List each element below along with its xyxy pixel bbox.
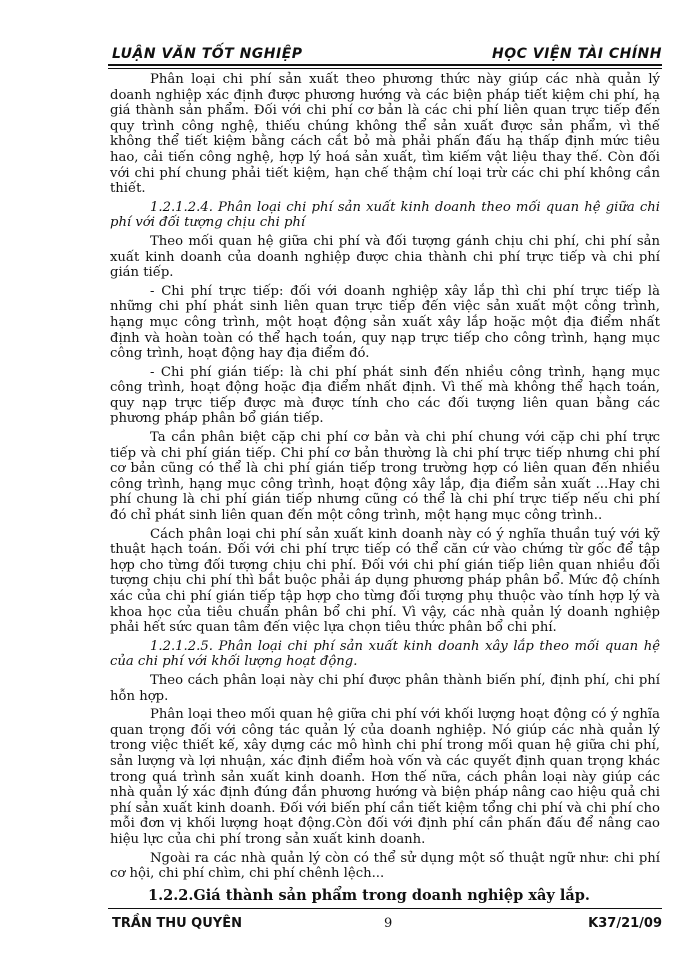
header-divider [108,64,662,66]
paragraph: Ta cần phân biệt cặp chi phí cơ bản và chi phí chung với cặp chi phí trực tiếp và chi phí gián tiếp. Chi phí cơ bản thường là chi phí trực tiếp nhưng chi phí cơ bản cũng có thể là chi phí gián tiếp trong trường hợp có liên quan đến nhiều công trình, hạng mục công trình, hoạt động xây lắp, địa điểm sản xuất ...Hay chi phí chung là chi phí gián tiếp nhưng cũng có thể là chi phí trực tiếp nếu chi phí đó chỉ phát sinh liên quan đến một công trình, một hạng mục công trình.. [110,430,660,524]
paragraph: - Chi phí trực tiếp: đối với doanh nghiệp xây lắp thì chi phí trực tiếp là những chi phí phát sinh liên quan trực tiếp đến việc sản xuất một công trình, hạng mục công trình, một hoạt động sản xuất xây lắp hoặc một địa điểm nhất định và hoàn toàn có thể hạch toán, quy nạp trực tiếp cho công trình, hạng mục công trình, hoạt động hay địa điểm đó. [110,283,660,362]
page-footer [112,914,662,932]
paragraph: - Chi phí gián tiếp: là chi phí phát sinh đến nhiều công trình, hạng mục công trình, hoạt động hoặc địa điểm nhất định. Vì thế mà không thể hạch toán, quy nạp trực tiếp được mà được tính cho các đối tượng liên quan bằng các phương pháp phân bổ gián tiếp. [110,364,660,427]
paragraph: Theo mối quan hệ giữa chi phí và đối tượng gánh chịu chi phí, chi phí sản xuất kinh doanh của doanh nghiệp được chia thành chi phí trực tiếp và chi phí gián tiếp. [110,233,660,281]
footer-divider [108,908,662,909]
header-divider-thin [108,68,662,69]
section-heading: 1.2.2.Giá thành sản phẩm trong doanh nghiệp xây lắp. [148,886,590,904]
page-header [112,42,662,62]
document-body [110,72,660,906]
paragraph: Theo cách phân loại này chi phí được phân thành biến phí, định phí, chi phí hỗn hợp. [110,672,660,704]
paragraph: Ngoài ra các nhà quản lý còn có thể sử dụng một số thuật ngữ như: chi phí cơ hội, chi phí chìm, chi phí chênh lệch... [110,850,660,882]
paragraph: Phân loại chi phí sản xuất theo phương thức này giúp các nhà quản lý doanh nghiệp xác định được phương hướng và các biện pháp tiết kiệm chi phí, hạ giá thành sản phẩm. Đối với chi phí cơ bản là các chi phí liên quan trực tiếp đến quy trình công nghệ, thiếu chúng không thể sản xuất được sản phẩm, vì thế không thể tiết kiệm bằng cách cắt bỏ mà phải phấn đấu hạ thấp định mức tiêu hao, cải tiến công nghệ, hợp lý hoá sản xuất, tìm kiếm vật liệu thay thế. Còn đối với chi phí chung phải tiết kiệm, hạn chế thậm chí loại trừ các chi phí không cần thiết. [110,72,660,197]
paragraph: Phân loại theo mối quan hệ giữa chi phí với khối lượng hoạt động có ý nghĩa quan trọng đối với công tác quản lý của doanh nghiệp. Nó giúp các nhà quản lý trong việc thiết kế, xây dựng các mô hình chi phí trong mối quan hệ giữa chi phí, sản lượng và lợi nhuận, xác định điểm hoà vốn và các quyết định quan trọng khác trong quá trình sản xuất kinh doanh. Hơn thế nữa, cách phân loại này giúp các nhà quản lý xác định đúng đắn phương hướng và biện pháp nâng cao hiệu quả chi phí sản xuất kinh doanh. Đối với biến phí cần tiết kiệm tổng chi phí và chi phí cho mỗi đơn vị khối lượng hoạt động.Còn đối với định phí cần phấn đấu để nâng cao hiệu lực của chi phí trong sản xuất kinh doanh. [110,707,660,847]
header-left-title: LUẬN VĂN TỐT NGHIỆP [112,46,303,62]
page-number: 9 [384,915,393,931]
subsection-title: 1.2.1.2.4. Phân loại chi phí sản xuất kinh doanh theo mối quan hệ giữa chi phí với đối tượng chịu chi phí [110,199,660,231]
footer-author: TRẦN THU QUYÊN [112,915,242,931]
subsection-title: 1.2.1.2.5. Phân loại chi phí sản xuất kinh doanh xây lắp theo mối quan hệ của chi phí với khối lượng hoạt động. [110,638,660,670]
paragraph: Cách phân loại chi phí sản xuất kinh doanh này có ý nghĩa thuần tuý với kỹ thuật hạch toán. Đối với chi phí trực tiếp có thể căn cứ vào chứng từ gốc để tập hợp cho từng đối tượng chịu chi phí. Đối với chi phí gián tiếp liên quan nhiều đối tượng chịu chi phí thì bắt buộc phải áp dụng phương pháp phân bổ. Mức độ chính xác của chi phí gián tiếp tập hợp cho từng đối tượng phụ thuộc vào tính hợp lý và khoa học của tiêu chuẩn phân bổ chi phí. Vì vậy, các nhà quản lý doanh nghiệp phải hết sức quan tâm đến việc lựa chọn tiêu thức phân bổ chi phí. [110,526,660,636]
footer-class-code: K37/21/09 [588,915,662,931]
header-right-title: HỌC VIỆN TÀI CHÍNH [492,46,662,62]
